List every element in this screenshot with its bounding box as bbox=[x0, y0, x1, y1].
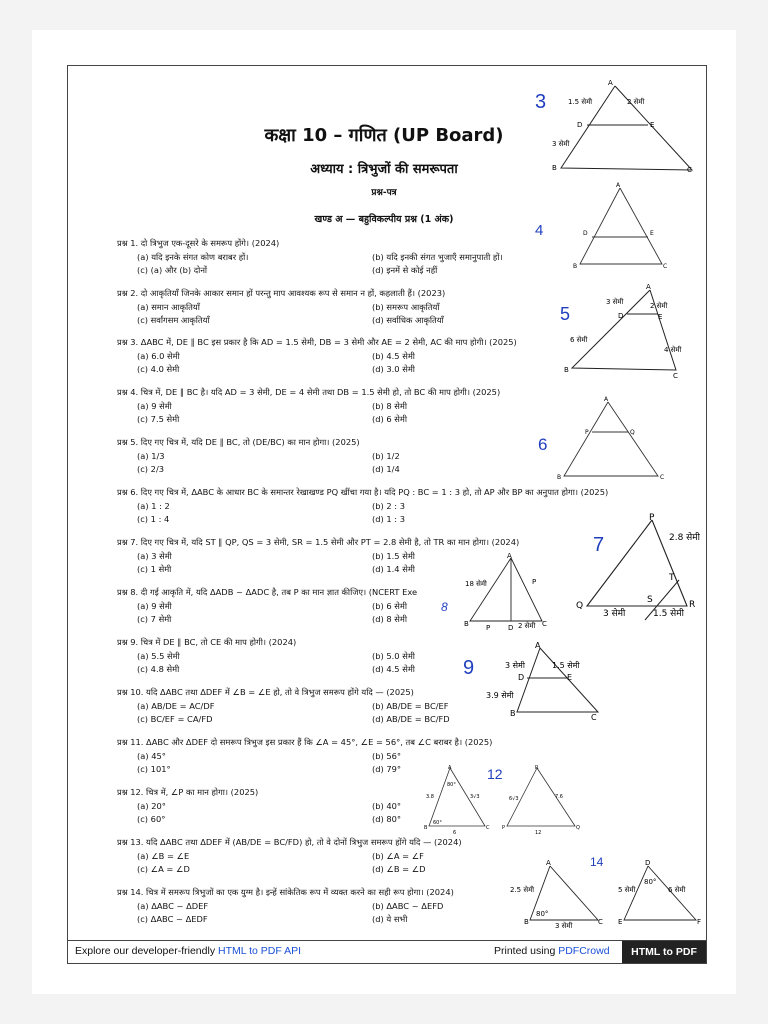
option-d: (d) 3.0 सेमी bbox=[372, 364, 415, 374]
figure-label: D bbox=[508, 624, 514, 632]
option-d: (d) 79° bbox=[372, 764, 402, 774]
question-3 bbox=[117, 336, 517, 374]
figure-label: E bbox=[567, 673, 573, 682]
question-9 bbox=[117, 636, 415, 674]
option-a: (a) यदि इनके संगत कोण बराबर हों। bbox=[137, 252, 249, 262]
figure-line bbox=[564, 402, 658, 476]
option-d: (d) 80° bbox=[372, 814, 402, 824]
question-8 bbox=[117, 586, 418, 624]
option-a: (a) 9 सेमी bbox=[137, 401, 172, 411]
figure-label: 7 bbox=[593, 534, 605, 556]
option-c: (c) 2/3 bbox=[137, 464, 165, 474]
figure-label: 12 bbox=[487, 766, 503, 782]
figure-9 bbox=[460, 640, 605, 722]
figure-label: C bbox=[663, 263, 668, 270]
figure-label: Q bbox=[576, 601, 584, 611]
figure-label: R bbox=[689, 600, 696, 610]
figure-label: 8 bbox=[441, 600, 448, 614]
figure-label: P bbox=[486, 624, 491, 632]
figure-label: B bbox=[557, 474, 562, 481]
question-text: प्रश्न 5. दिए गए चित्र में, यदि DE ∥ BC, तो (DE/BC) का मान होगा। (2025) bbox=[117, 437, 360, 447]
figure-number: 3 bbox=[535, 91, 547, 113]
question-4 bbox=[117, 386, 501, 424]
question-2 bbox=[117, 287, 446, 325]
option-d: (d) ये सभी bbox=[372, 914, 408, 924]
figure-label: 7.6 bbox=[555, 794, 563, 800]
figure-label: A bbox=[535, 641, 541, 650]
html-to-pdf-api-link[interactable]: HTML to PDF API bbox=[218, 945, 302, 957]
option-a: (a) ΔABC ~ ΔDEF bbox=[137, 901, 209, 911]
pdfcrowd-link[interactable]: PDFCrowd bbox=[558, 945, 610, 957]
figure-label: 3 सेमी bbox=[505, 661, 525, 670]
question-5 bbox=[117, 436, 400, 474]
figure-label: Q bbox=[576, 825, 580, 831]
figure-line bbox=[470, 558, 542, 621]
figure-label: D bbox=[583, 230, 588, 237]
option-a: (a) 6.0 सेमी bbox=[137, 351, 180, 361]
figure-label: B bbox=[424, 825, 428, 831]
figure-label: 6 bbox=[453, 830, 457, 836]
figure-label: D bbox=[618, 312, 624, 320]
figure-label: A bbox=[507, 552, 512, 560]
figure-label: 2 सेमी bbox=[518, 622, 536, 630]
question-7 bbox=[117, 536, 520, 574]
option-c: (c) 7.5 सेमी bbox=[137, 414, 180, 424]
question-text: प्रश्न 9. चित्र में DE ∥ BC, तो CE की माप होगी। (2024) bbox=[117, 637, 297, 647]
pdfcrowd-footer bbox=[67, 940, 707, 964]
figure-label: 80° bbox=[644, 878, 657, 886]
figure-label: C bbox=[660, 474, 665, 481]
figure-label: 5 bbox=[560, 304, 571, 324]
figure-label: B bbox=[552, 164, 557, 172]
figure-3 bbox=[530, 78, 695, 176]
option-c: (c) 1 सेमी bbox=[137, 564, 172, 574]
question-13 bbox=[117, 836, 462, 874]
option-d: (d) 8 सेमी bbox=[372, 614, 408, 624]
question-text: प्रश्न 2. दो आकृतियाँ जिनके आकार समान हों परन्तु माप आवश्यक रूप से समान न हों, कहलाती हैं। (2023) bbox=[117, 288, 446, 298]
option-b: (b) ΔABC ~ ΔEFD bbox=[372, 901, 444, 911]
figure-label: A bbox=[616, 182, 621, 189]
figure-label: 1.5 सेमी bbox=[653, 609, 684, 619]
option-d: (d) 6 सेमी bbox=[372, 414, 408, 424]
question-11 bbox=[117, 736, 493, 774]
option-b: (b) 6 सेमी bbox=[372, 601, 408, 611]
question-text: प्रश्न 7. दिए गए चित्र में, यदि ST ∥ QP, QS = 3 सेमी, SR = 1.5 सेमी और PT = 2.8 सेमी है, तो TR का मान होगा। (2024) bbox=[117, 537, 520, 547]
figure-label: C bbox=[486, 825, 490, 831]
figure-label: B bbox=[524, 918, 529, 926]
figure-4 bbox=[530, 180, 680, 272]
option-d: (d) 1/4 bbox=[372, 464, 400, 474]
figure-label: D bbox=[577, 121, 583, 129]
figure-5 bbox=[530, 282, 695, 382]
figure-label: R bbox=[535, 765, 539, 771]
figure-label: C bbox=[542, 620, 547, 628]
figure-label: 3√3 bbox=[470, 794, 480, 800]
option-d: (d) AB/DE = BC/FD bbox=[372, 714, 450, 724]
question-text: प्रश्न 12. चित्र में, ∠P का मान होगा। (2025) bbox=[117, 787, 259, 797]
paper-label: प्रश्न-पत्र bbox=[371, 188, 397, 198]
question-text: प्रश्न 14. चित्र में समरूप त्रिभुजों का एक युग्म है। इन्हें सांकेतिक रूप में व्यक्त करने का सही रूप होगा। (2024) bbox=[117, 887, 454, 897]
figure-label: 1.5 सेमी bbox=[568, 98, 593, 106]
option-a: (a) 20° bbox=[137, 801, 166, 811]
question-10 bbox=[117, 686, 450, 724]
figure-label: 6√3 bbox=[509, 796, 519, 802]
question-14 bbox=[117, 886, 454, 924]
option-c: (c) 7 सेमी bbox=[137, 614, 172, 624]
figure-line bbox=[580, 188, 662, 264]
option-a: (a) 3 सेमी bbox=[137, 551, 172, 561]
question-text: प्रश्न 13. यदि ΔABC तथा ΔDEF में (AB/DE = BC/FD) हो, तो वे दोनों त्रिभुज समरूप होंगे यदि — (2024) bbox=[117, 837, 462, 847]
html-to-pdf-button[interactable]: HTML to PDF bbox=[622, 941, 706, 963]
option-c: (c) 1 : 4 bbox=[137, 514, 170, 524]
figure-8 bbox=[438, 550, 568, 635]
option-d: (d) 1.4 सेमी bbox=[372, 564, 415, 574]
figure-label: T bbox=[669, 573, 675, 583]
figure-label: C bbox=[591, 713, 597, 722]
figure-label: 6 सेमी bbox=[668, 886, 686, 894]
option-a: (a) 45° bbox=[137, 751, 166, 761]
figure-label: 9 bbox=[463, 657, 475, 679]
question-text: प्रश्न 11. ΔABC और ΔDEF दो समरूप त्रिभुज इस प्रकार हैं कि ∠A = 45°, ∠E = 56°, तब ∠C बराबर है। (2025) bbox=[117, 737, 493, 747]
figure-6 bbox=[530, 392, 680, 484]
option-c: (c) सर्वांगसम आकृतियाँ bbox=[137, 315, 210, 325]
figure-label: 4 bbox=[535, 222, 544, 239]
figure-label: B bbox=[510, 709, 516, 718]
figure-label: A bbox=[608, 79, 613, 87]
option-a: (a) ∠B = ∠E bbox=[137, 851, 190, 861]
option-c: (c) 101° bbox=[137, 764, 171, 774]
figure-14 bbox=[500, 848, 705, 933]
figure-label: D bbox=[518, 673, 525, 682]
option-c: (c) BC/EF = CA/FD bbox=[137, 714, 213, 724]
option-a: (a) 1/3 bbox=[137, 451, 165, 461]
option-a: (a) समान आकृतियाँ bbox=[137, 302, 200, 312]
figure-label: 80° bbox=[536, 910, 549, 918]
option-b: (b) ∠A = ∠F bbox=[372, 851, 424, 861]
option-b: (b) 4.5 सेमी bbox=[372, 351, 415, 361]
option-b: (b) 56° bbox=[372, 751, 402, 761]
figure-label: C bbox=[687, 166, 692, 174]
figure-label: F bbox=[697, 918, 702, 926]
option-b: (b) समरूप आकृतियाँ bbox=[372, 302, 440, 312]
option-a: (a) 1 : 2 bbox=[137, 501, 170, 511]
option-d: (d) 1 : 3 bbox=[372, 514, 406, 524]
figure-label: 60° bbox=[433, 820, 442, 826]
printed-text: Printed using PDFCrowd bbox=[494, 945, 610, 957]
question-text: प्रश्न 6. दिए गए चित्र में, ΔABC के आधार BC के समान्तर रेखाखण्ड PQ खींचा गया है। यदि PQ : BC = 1 : 3 हो, तो AP और BP का अनुपात होगा। (2025) bbox=[117, 487, 609, 497]
figure-label: 2.5 सेमी bbox=[510, 886, 535, 894]
option-b: (b) 8 सेमी bbox=[372, 401, 408, 411]
figure-7 bbox=[565, 510, 705, 625]
option-d: (d) इनमें से कोई नहीं bbox=[372, 265, 438, 275]
figure-label: 14 bbox=[590, 855, 604, 869]
figure-label: B bbox=[573, 263, 578, 270]
question-6 bbox=[117, 486, 609, 524]
figure-label: P bbox=[649, 513, 655, 523]
figure-label: C bbox=[673, 372, 678, 380]
option-b: (b) यदि इनकी संगत भुजाएँ समानुपाती हों। bbox=[372, 252, 503, 262]
option-b: (b) 2 : 3 bbox=[372, 501, 406, 511]
option-b: (b) 1/2 bbox=[372, 451, 400, 461]
option-a: (a) 9 सेमी bbox=[137, 601, 172, 611]
question-12 bbox=[117, 786, 402, 824]
figure-label: 3.8 bbox=[426, 794, 434, 800]
figure-label: P bbox=[502, 825, 506, 831]
figure-label: A bbox=[448, 765, 452, 771]
figure-12 bbox=[415, 762, 585, 837]
figure-label: 6 bbox=[538, 435, 548, 454]
figure-label: A bbox=[546, 859, 551, 867]
question-text: प्रश्न 4. चित्र में, DE ∥ BC है। यदि AD = 3 सेमी, DE = 4 सेमी तथा DB = 1.5 सेमी हो, तो BC की माप होगी। (2025) bbox=[117, 387, 501, 397]
section-heading: खण्ड अ — बहुविकल्पीय प्रश्न (1 अंक) bbox=[314, 214, 454, 225]
question-text: प्रश्न 10. यदि ΔABC तथा ΔDEF में ∠B = ∠E हो, तो वे त्रिभुज समरूप होंगे यदि — (2025) bbox=[117, 687, 414, 697]
figure-label: 2.8 सेमी bbox=[669, 533, 700, 543]
option-b: (b) 1.5 सेमी bbox=[372, 551, 415, 561]
option-c: (c) (a) और (b) दोनों bbox=[137, 265, 208, 275]
option-a: (a) 5.5 सेमी bbox=[137, 651, 180, 661]
figure-label: 3 सेमी bbox=[555, 922, 573, 930]
question-text: प्रश्न 8. दी गई आकृति में, यदि ΔADB ~ ΔADC है, तब P का मान ज्ञात कीजिए। (NCERT Exe bbox=[117, 587, 418, 597]
figure-label: 18 सेमी bbox=[465, 580, 487, 588]
option-d: (d) ∠B = ∠D bbox=[372, 864, 426, 874]
figure-label: D bbox=[645, 859, 651, 867]
option-c: (c) ΔABC ~ ΔEDF bbox=[137, 914, 208, 924]
figure-label: 2 सेमी bbox=[650, 302, 668, 310]
figure-label: E bbox=[658, 313, 663, 321]
option-b: (b) 5.0 सेमी bbox=[372, 651, 415, 661]
option-c: (c) 4.8 सेमी bbox=[137, 664, 180, 674]
figure-label: A bbox=[646, 283, 651, 291]
figure-label: E bbox=[650, 121, 655, 129]
option-d: (d) सर्वाधिक आकृतियाँ bbox=[372, 315, 444, 325]
figure-label: E bbox=[618, 918, 623, 926]
figure-label: 4 सेमी bbox=[664, 346, 682, 354]
option-c: (c) 4.0 सेमी bbox=[137, 364, 180, 374]
figure-label: 2 सेमी bbox=[627, 98, 645, 106]
figure-label: S bbox=[647, 595, 653, 605]
figure-label: 80° bbox=[447, 782, 456, 788]
figure-label: 6 सेमी bbox=[570, 336, 588, 344]
option-a: (a) AB/DE = AC/DF bbox=[137, 701, 215, 711]
option-c: (c) 60° bbox=[137, 814, 166, 824]
figure-label: 12 bbox=[535, 830, 542, 836]
figure-label: 5 सेमी bbox=[618, 886, 636, 894]
figure-label: Q bbox=[630, 429, 635, 436]
figure-label: B bbox=[564, 366, 569, 374]
figure-label: P bbox=[585, 429, 589, 436]
page-title: कक्षा 10 – गणित (UP Board) bbox=[264, 125, 504, 146]
option-b: (b) 40° bbox=[372, 801, 402, 811]
figure-label: 1.5 सेमी bbox=[552, 661, 580, 670]
option-b: (b) AB/DE = BC/EF bbox=[372, 701, 449, 711]
figure-label: B bbox=[464, 620, 469, 628]
question-text: प्रश्न 1. दो त्रिभुज एक-दूसरे के समरूप होंगे। (2024) bbox=[117, 238, 280, 248]
explore-text: Explore our developer-friendly HTML to PDF API bbox=[75, 945, 302, 957]
figure-label: 3 सेमी bbox=[552, 140, 570, 148]
figure-label: C bbox=[598, 918, 603, 926]
figure-label: 3.9 सेमी bbox=[486, 691, 514, 700]
question-1 bbox=[117, 237, 503, 275]
figure-label: E bbox=[650, 230, 654, 237]
figure-label: 3 सेमी bbox=[606, 298, 624, 306]
figure-label: A bbox=[604, 396, 609, 403]
question-text: प्रश्न 3. ΔABC में, DE ∥ BC इस प्रकार है कि AD = 1.5 सेमी, DB = 3 सेमी और AE = 2 सेमी, AC की माप होगी। (2025) bbox=[117, 337, 517, 347]
figure-line bbox=[517, 648, 598, 712]
option-c: (c) ∠A = ∠D bbox=[137, 864, 190, 874]
figure-label: 3 सेमी bbox=[603, 609, 626, 619]
figure-label: P bbox=[532, 578, 537, 586]
option-d: (d) 4.5 सेमी bbox=[372, 664, 415, 674]
chapter-subtitle: अध्याय : त्रिभुजों की समरूपता bbox=[310, 162, 458, 177]
